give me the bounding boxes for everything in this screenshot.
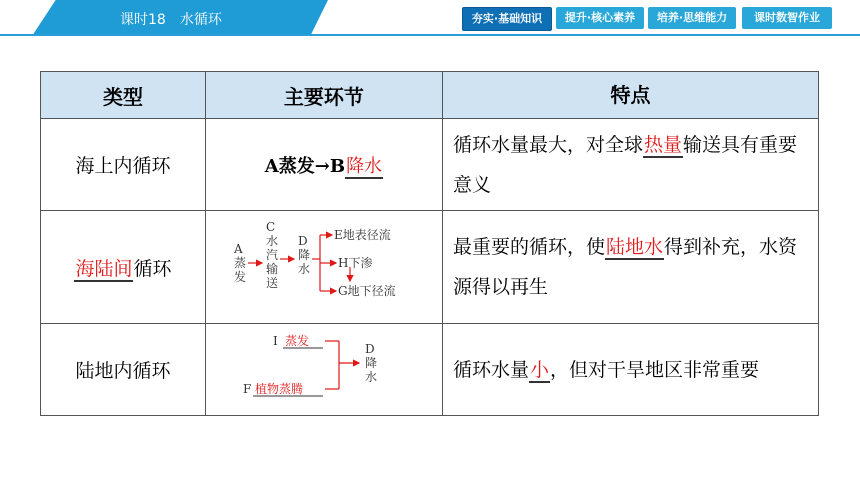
land-cycle-diagram	[239, 329, 409, 405]
flow-mid: B	[329, 155, 346, 177]
type-cell: 陆地内循环	[41, 324, 206, 416]
feature-cell	[442, 211, 818, 324]
label-c: 送	[265, 275, 278, 290]
water-cycle-table	[40, 71, 819, 416]
flow-arrow: →	[314, 155, 330, 177]
type-cell: 海上内循环	[41, 119, 206, 211]
lesson-topic: 水循环	[179, 12, 222, 28]
label-e: E地表径流	[333, 227, 391, 242]
answer-blank: 海陆间	[75, 257, 133, 280]
diagram-cell	[205, 211, 442, 324]
answer-blank: 蒸发	[284, 334, 309, 348]
feature-text: 得到补充，水资源得以再生	[452, 236, 797, 298]
label-i: I	[272, 334, 278, 348]
header-type: 类型	[41, 72, 206, 119]
type-text: 循环	[133, 257, 172, 280]
table-row	[41, 211, 819, 324]
label-d: 降	[364, 356, 377, 370]
label-d: 水	[297, 261, 310, 276]
flow-text	[265, 156, 383, 179]
answer-blank: 陆地水	[605, 236, 663, 258]
label-c: 水	[265, 233, 278, 248]
label-g: G地下径流	[337, 283, 396, 298]
answer-blank: 小	[529, 358, 549, 381]
label-d: D	[364, 342, 375, 356]
answer-blank: 热量	[643, 133, 682, 156]
label-d: 降	[297, 247, 310, 262]
table-header-row	[41, 72, 819, 119]
label-a: 发	[233, 269, 246, 284]
label-d: D	[297, 233, 308, 248]
top-bar	[0, 0, 860, 36]
label-f: F	[242, 382, 252, 396]
label-h: H下渗	[337, 255, 373, 270]
feature-text: 循环水量最大，对全球	[452, 133, 643, 156]
nav-tab-homework[interactable]: 课时数智作业	[742, 7, 832, 29]
type-cell	[41, 211, 206, 324]
lesson-number: 课时18	[120, 12, 166, 28]
nav-tab-core-literacy[interactable]: 提升·核心素养	[556, 7, 644, 29]
label-c: 汽	[265, 247, 278, 262]
feature-text: 循环水量	[452, 358, 529, 381]
answer-blank: 降水	[346, 155, 383, 177]
feature-text: 最重要的循环，使	[452, 236, 605, 258]
flow-cell	[205, 119, 442, 211]
lesson-title	[120, 9, 236, 29]
feature-cell	[442, 324, 818, 416]
feature-cell	[442, 119, 818, 211]
header-divider	[0, 34, 860, 36]
table-row	[41, 119, 819, 211]
nav-tab-thinking-ability[interactable]: 培养·思维能力	[648, 7, 736, 29]
label-c: C	[265, 219, 276, 234]
label-d: 水	[364, 370, 377, 384]
table-row	[41, 324, 819, 416]
label-c: 输	[265, 261, 278, 276]
flow-start: A蒸发	[264, 155, 315, 177]
diagram-cell	[205, 324, 442, 416]
land-sea-cycle-diagram	[224, 217, 424, 313]
label-a: 蒸	[233, 255, 246, 270]
answer-blank: 植物蒸腾	[254, 382, 303, 396]
feature-text: ，但对干旱地区非常重要	[549, 358, 759, 381]
header-main-steps: 主要环节	[205, 72, 442, 119]
header-features: 特点	[442, 72, 818, 119]
label-a: A	[233, 241, 243, 256]
feature-text: 输送具有重要意义	[452, 133, 797, 196]
nav-tab-basic-knowledge[interactable]: 夯实·基础知识	[462, 7, 552, 31]
